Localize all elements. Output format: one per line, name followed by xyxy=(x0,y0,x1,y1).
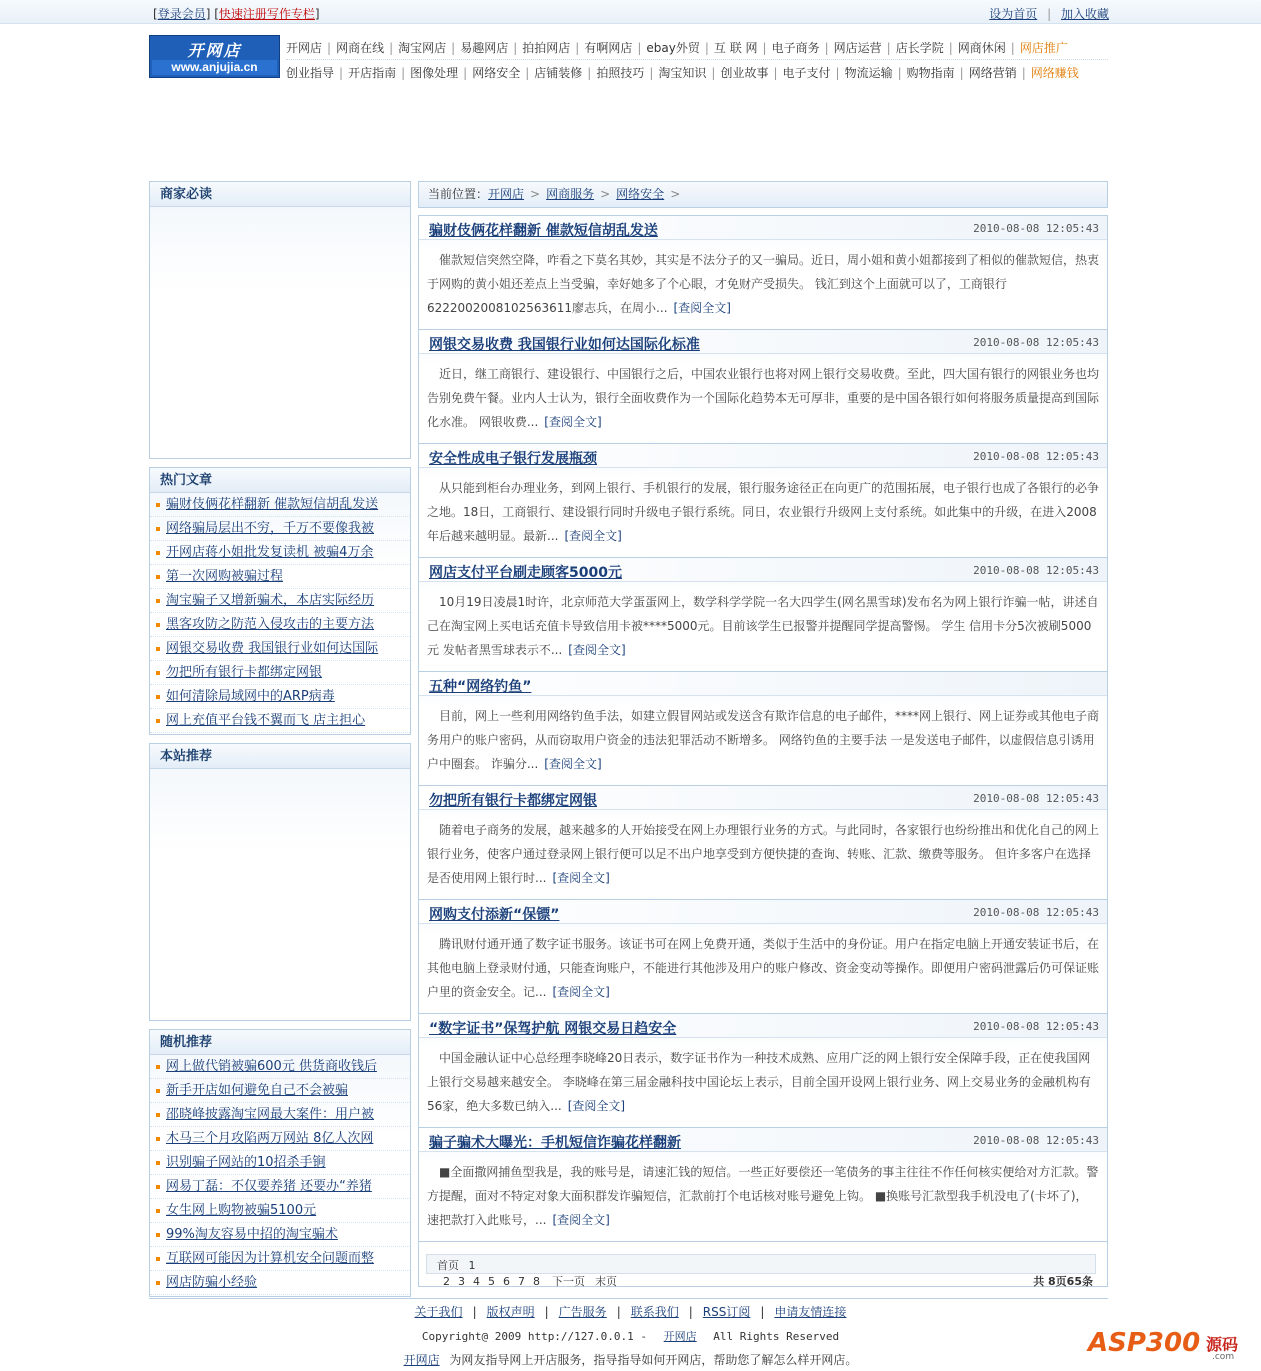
nav-link[interactable]: 物流运输 xyxy=(844,66,893,80)
article-item xyxy=(419,444,1107,558)
pagination xyxy=(426,1254,1096,1288)
hot-articles-panel xyxy=(149,467,411,735)
article-link[interactable]: 第一次网购被骗过程 xyxy=(166,569,284,584)
nav-link[interactable]: 网商在线 xyxy=(336,41,385,55)
article-header xyxy=(419,1014,1107,1038)
footer-separator: | xyxy=(760,1305,765,1319)
article-link[interactable]: 网上做代销被骗600元 供货商收钱后 xyxy=(166,1059,377,1074)
nav-item xyxy=(958,35,1006,56)
article-date: 2010-08-08 12:05:43 xyxy=(973,1134,1099,1147)
nav-separator: | xyxy=(649,66,654,80)
nav-item xyxy=(472,60,520,81)
page-number-link[interactable]: 4 xyxy=(473,1275,480,1288)
article-title[interactable]: 网店支付平台刷走顾客5000元 xyxy=(429,565,622,581)
nav-separator: | xyxy=(525,66,530,80)
article-item xyxy=(419,1014,1107,1128)
article-title[interactable]: 网银交易收费 我国银行业如何达国际化标准 xyxy=(429,337,700,353)
article-summary-text: 中国金融认证中心总经理李晓峰20日表示，数字证书作为一种技术成熟、应用广泛的网上银行安全保障手段，正在使我国网上银行交易越来越安全。 李晓峰在第三届金融科技中国论坛上表示，目前全国开设网上银行业务、网上交易业务的金融机构有56家，绝大多数已纳入... xyxy=(427,1051,1091,1113)
first-page-link[interactable]: 首页 xyxy=(437,1259,459,1272)
article-summary xyxy=(427,818,1099,890)
footer-link[interactable]: 广告服务 xyxy=(558,1305,607,1319)
article-title[interactable]: 五种“网络钓鱼” xyxy=(429,679,532,695)
nav-item xyxy=(534,60,582,81)
bullet-icon xyxy=(156,551,160,555)
nav-link[interactable]: 开店指南 xyxy=(348,66,397,80)
article-header xyxy=(419,444,1107,468)
nav-separator: | xyxy=(948,41,953,55)
article-list xyxy=(418,215,1108,1287)
article-summary xyxy=(427,1160,1099,1232)
logo-url: www.anjujia.cn xyxy=(152,60,277,75)
footer-links xyxy=(0,1303,1261,1320)
top-bar xyxy=(0,0,1261,24)
bullet-icon xyxy=(156,1185,160,1189)
bullet-icon xyxy=(156,1257,160,1261)
article-item xyxy=(419,558,1107,672)
nav-separator: | xyxy=(704,41,709,55)
article-link[interactable]: 女生网上购物被骗5100元 xyxy=(166,1203,317,1218)
list-item xyxy=(150,1055,410,1079)
article-summary xyxy=(427,248,1099,320)
chevron-right-icon: > xyxy=(530,187,541,201)
list-item xyxy=(150,1127,410,1151)
page-number-link[interactable]: 7 xyxy=(518,1275,525,1288)
article-link[interactable]: 淘宝骗子又增新骗术，本店实际经历 xyxy=(166,593,375,608)
nav-separator: | xyxy=(339,66,344,80)
article-link[interactable]: 网络骗局层出不穷，千万不要像我被 xyxy=(166,521,375,536)
random-title: 随机推荐 xyxy=(150,1030,410,1055)
nav-item xyxy=(596,60,644,81)
article-date: 2010-08-08 12:05:43 xyxy=(973,1020,1099,1033)
nav-separator: | xyxy=(824,41,829,55)
hot-articles-list xyxy=(150,493,410,733)
main-nav-row-1 xyxy=(286,35,1108,59)
bullet-icon xyxy=(156,1209,160,1213)
article-date: 2010-08-08 12:05:43 xyxy=(973,906,1099,919)
nav-link[interactable]: 网店运营 xyxy=(833,41,882,55)
page-number-link[interactable]: 8 xyxy=(533,1275,540,1288)
nav-item xyxy=(896,35,944,56)
nav-link[interactable]: ebay外贸 xyxy=(646,41,700,55)
nav-separator: | xyxy=(897,66,902,80)
article-link[interactable]: 如何清除局域网中的ARP病毒 xyxy=(166,689,335,704)
breadcrumb-item[interactable]: 网络安全 xyxy=(616,187,665,201)
breadcrumb-prefix: 当前位置： xyxy=(428,187,489,201)
page-number-link[interactable]: 6 xyxy=(503,1275,510,1288)
bullet-icon xyxy=(156,1113,160,1117)
nav-link[interactable]: 互 联 网 xyxy=(713,41,758,55)
breadcrumb-item[interactable]: 网商服务 xyxy=(546,187,595,201)
read-more-link[interactable]: [查阅全文] xyxy=(552,985,610,999)
list-item xyxy=(150,565,410,589)
footer-link[interactable]: 联系我们 xyxy=(630,1305,679,1319)
nav-separator: | xyxy=(327,41,332,55)
copyright-text: Copyright@ 2009 http://127.0.0.1 - xyxy=(421,1330,648,1343)
footer-divider xyxy=(149,1298,1108,1299)
list-item xyxy=(150,661,410,685)
nav-link[interactable]: 创业指导 xyxy=(286,66,335,80)
chevron-right-icon: > xyxy=(600,187,611,201)
list-item xyxy=(150,1103,410,1127)
article-header xyxy=(419,558,1107,582)
page-number-link[interactable]: 2 xyxy=(443,1275,450,1288)
list-item xyxy=(150,541,410,565)
nav-item xyxy=(336,35,384,56)
pager-first-row xyxy=(437,1257,476,1273)
account-links: [登录会员] [快速注册写作专栏] xyxy=(153,7,320,21)
current-page: 1 xyxy=(468,1259,476,1272)
article-link[interactable]: 网上充值平台钱不翼而飞 店主担心 xyxy=(166,713,366,728)
article-summary xyxy=(427,704,1099,776)
nav-link[interactable]: 拍照技巧 xyxy=(596,66,645,80)
nav-link[interactable]: 网店推广 xyxy=(1019,41,1068,55)
nav-link[interactable]: 开网店 xyxy=(286,41,323,55)
nav-separator: | xyxy=(835,66,840,80)
nav-link[interactable]: 店长学院 xyxy=(895,41,944,55)
footer-link[interactable]: 关于我们 xyxy=(414,1305,463,1319)
article-title[interactable]: 骗子骗术大曝光：手机短信诈骗花样翻新 xyxy=(429,1135,681,1151)
nav-item xyxy=(1031,60,1079,81)
article-summary xyxy=(427,476,1099,548)
rights-text: All Rights Reserved xyxy=(713,1330,840,1343)
pager-pages xyxy=(443,1273,617,1289)
random-articles-list xyxy=(150,1055,410,1295)
list-item xyxy=(150,709,410,733)
bullet-icon xyxy=(156,719,160,723)
nav-item xyxy=(834,35,882,56)
article-summary xyxy=(427,1046,1099,1118)
article-title[interactable]: 勿把所有银行卡都绑定网银 xyxy=(429,793,597,809)
list-item xyxy=(150,1247,410,1271)
nav-separator: | xyxy=(513,41,518,55)
nav-link[interactable]: 电子支付 xyxy=(782,66,831,80)
list-item xyxy=(150,1175,410,1199)
nav-link[interactable]: 电子商务 xyxy=(771,41,820,55)
nav-item xyxy=(286,35,322,56)
list-item xyxy=(150,493,410,517)
bullet-icon xyxy=(156,1089,160,1093)
nav-link[interactable]: 易趣网店 xyxy=(460,41,509,55)
nav-item xyxy=(348,60,396,81)
read-more-link[interactable]: [查阅全文] xyxy=(544,757,602,771)
register-link[interactable]: 快速注册写作专栏 xyxy=(218,7,315,21)
nav-link[interactable]: 有啊网店 xyxy=(584,41,633,55)
nav-separator: | xyxy=(711,66,716,80)
article-item xyxy=(419,786,1107,900)
description-text: 为网友指导网上开店服务，指导指导如何开网店，帮助您了解怎么样开网店。 xyxy=(449,1353,858,1367)
nav-item xyxy=(522,35,570,56)
nav-item xyxy=(1020,35,1068,56)
article-header xyxy=(419,672,1107,696)
bullet-icon xyxy=(156,1137,160,1141)
nav-item xyxy=(845,60,893,81)
bullet-icon xyxy=(156,647,160,651)
random-panel xyxy=(149,1029,411,1297)
read-more-link[interactable]: [查阅全文] xyxy=(568,643,626,657)
page-number-link[interactable]: 3 xyxy=(458,1275,465,1288)
article-summary-text: 近日，继工商银行、建设银行、中国银行之后，中国农业银行也将对网上银行交易收费。至此，四大国有银行的网银业务也均告别免费午餐。业内人士认为，银行全面收费作为一个国际化趋势本无可厚非，重要的是中国各银行如何将服务质量提高到国际化水准。 网银收费... xyxy=(427,367,1100,429)
nav-separator: | xyxy=(451,41,456,55)
nav-link[interactable]: 创业故事 xyxy=(720,66,769,80)
bullet-icon xyxy=(156,1281,160,1285)
must-read-title: 商家必读 xyxy=(150,182,410,207)
nav-item xyxy=(286,60,334,81)
nav-separator: | xyxy=(637,41,642,55)
nav-item xyxy=(398,35,446,56)
list-item xyxy=(150,1079,410,1103)
nav-link[interactable]: 网络安全 xyxy=(472,66,521,80)
nav-item xyxy=(584,35,632,56)
recommend-panel xyxy=(149,743,411,1021)
site-links: 设为首页 | 加入收藏 xyxy=(989,7,1109,21)
article-link[interactable]: 识别骗子网站的10招杀手锏 xyxy=(166,1155,326,1170)
nav-item xyxy=(646,35,699,56)
article-item xyxy=(419,330,1107,444)
nav-separator: | xyxy=(1010,41,1015,55)
article-title[interactable]: 网购支付添新“保镖” xyxy=(429,907,560,923)
article-header xyxy=(419,1128,1107,1152)
list-item xyxy=(150,1199,410,1223)
read-more-link[interactable]: [查阅全文] xyxy=(544,415,602,429)
article-item xyxy=(419,672,1107,786)
footer-link[interactable]: RSS订阅 xyxy=(702,1305,751,1319)
nav-item xyxy=(969,60,1017,81)
description-site-link[interactable]: 开网店 xyxy=(403,1353,440,1367)
page-number-link[interactable]: 5 xyxy=(488,1275,495,1288)
article-header xyxy=(419,216,1107,240)
nav-item xyxy=(907,60,955,81)
article-summary xyxy=(427,932,1099,1004)
list-item xyxy=(150,637,410,661)
article-summary-text: ■全面撒网捕鱼型我是，我的账号是，请速汇钱的短信。一些正好要偿还一笔债务的事主往往不作任何核实便给对方汇款。警方提醒，面对不特定对象大面积群发诈骗短信，汇款前打个电话核对账号避免上钩。 ■换账号汇款型我手机没电了(卡坏了)，速把款打入此账号，... xyxy=(427,1165,1099,1227)
nav-link[interactable]: 淘宝知识 xyxy=(658,66,707,80)
nav-separator: | xyxy=(401,66,406,80)
article-summary-text: 10月19日凌晨1时许，北京师范大学蛋蛋网上，数学科学学院一名大四学生(网名黑雪球)发布名为网上银行诈骗一帖，讲述自己在淘宝网上买电话充值卡导致信用卡被****5000元。目前该学生已报警并提醒同学提高警惕。 学生 信用卡分5次被刷5000元 发帖者黑雪球表示不... xyxy=(427,595,1099,657)
bullet-icon xyxy=(156,527,160,531)
nav-separator: | xyxy=(773,66,778,80)
list-item xyxy=(150,1223,410,1247)
article-summary xyxy=(427,362,1099,434)
set-homepage-link[interactable]: 设为首页 xyxy=(989,7,1038,21)
site-description xyxy=(0,1351,1261,1368)
nav-link[interactable]: 图像处理 xyxy=(410,66,459,80)
nav-separator: | xyxy=(1021,66,1026,80)
nav-item xyxy=(772,35,820,56)
nav-separator: | xyxy=(587,66,592,80)
article-summary-text: 随着电子商务的发展，越来越多的人开始接受在网上办理银行业务的方式。与此同时，各家银行也纷纷推出和优化自己的网上银行业务，使客户通过登录网上银行便可以足不出户地享受到方便快捷的查询、转账、汇款、缴费等服务。 但许多客户在选择是否使用网上银行时... xyxy=(427,823,1100,885)
article-summary-text: 从只能到柜台办理业务，到网上银行、手机银行的发展，银行服务途径正在向更广的范围拓展，电子银行也成了各银行的必争之地。18日，工商银行、建设银行同时升级电子银行系统。同日，农业银行升级网上支付系统。如此集中的升级，在进入2008年后越来越明显。最新... xyxy=(427,481,1100,543)
pager-total: 共 8页65条 xyxy=(1033,1275,1093,1288)
chevron-right-icon: > xyxy=(670,187,681,201)
footer-link[interactable]: 版权声明 xyxy=(486,1305,535,1319)
nav-link[interactable]: 网络营销 xyxy=(968,66,1017,80)
article-item xyxy=(419,216,1107,330)
hot-articles-title: 热门文章 xyxy=(150,468,410,493)
footer-separator: | xyxy=(544,1305,549,1319)
bullet-icon xyxy=(156,623,160,627)
list-item xyxy=(150,613,410,637)
bullet-icon xyxy=(156,1233,160,1237)
read-more-link[interactable]: [查阅全文] xyxy=(552,1213,610,1227)
breadcrumb-item[interactable]: 开网店 xyxy=(488,187,525,201)
nav-item xyxy=(720,60,768,81)
nav-item xyxy=(460,35,508,56)
nav-separator: | xyxy=(463,66,468,80)
article-link[interactable]: 勿把所有银行卡都绑定网银 xyxy=(166,665,323,680)
article-link[interactable]: 互联网可能因为计算机安全问题而整 xyxy=(166,1251,375,1266)
article-link[interactable]: 木马三个月攻陷两万网站 8亿人次网 xyxy=(166,1131,374,1146)
login-link[interactable]: 登录会员 xyxy=(157,7,206,21)
article-link[interactable]: 网银交易收费 我国银行业如何达国际 xyxy=(166,641,379,656)
nav-link[interactable]: 网商休闲 xyxy=(957,41,1006,55)
nav-link[interactable]: 拍拍网店 xyxy=(522,41,571,55)
bullet-icon xyxy=(156,1065,160,1069)
article-title[interactable]: 骗财伎俩花样翻新 催款短信胡乱发送 xyxy=(429,223,658,239)
nav-item xyxy=(658,60,706,81)
list-item xyxy=(150,685,410,709)
list-item xyxy=(150,1151,410,1175)
article-date: 2010-08-08 12:05:43 xyxy=(973,564,1099,577)
nav-separator: | xyxy=(959,66,964,80)
article-item xyxy=(419,900,1107,1014)
watermark-code: 源码 xyxy=(1206,1335,1239,1354)
watermark-domain: .com xyxy=(1212,1352,1235,1362)
list-item xyxy=(150,589,410,613)
bullet-icon xyxy=(156,575,160,579)
nav-separator: | xyxy=(762,41,767,55)
article-summary-text: 腾讯财付通开通了数字证书服务。该证书可在网上免费开通，类似于生活中的身份证。用户在指定电脑上开通安装证书后，在其他电脑上登录财付通，只能查询账户，不能进行其他涉及用户的账户修改、资金变动等操作。即便用户密码泄露后仍可保证账户里的资金安全。记... xyxy=(427,937,1100,999)
footer-separator: | xyxy=(472,1305,477,1319)
add-favorite-link[interactable]: 加入收藏 xyxy=(1060,7,1109,21)
nav-item xyxy=(714,35,758,56)
bullet-icon xyxy=(156,671,160,675)
bullet-icon xyxy=(156,599,160,603)
article-link[interactable]: 开网店蒋小姐批发复读机 被骗4万余 xyxy=(166,545,374,560)
nav-link[interactable]: 淘宝网店 xyxy=(398,41,447,55)
footer-separator: | xyxy=(616,1305,621,1319)
must-read-panel xyxy=(149,181,411,459)
recommend-title: 本站推荐 xyxy=(150,744,410,769)
nav-separator: | xyxy=(389,41,394,55)
breadcrumb xyxy=(418,181,1108,208)
article-link[interactable]: 99%淘友容易中招的淘宝骗术 xyxy=(166,1227,338,1242)
article-link[interactable]: 骗财伎俩花样翻新 催款短信胡乱发送 xyxy=(166,497,379,512)
logo-text: 开网店 xyxy=(187,41,242,60)
watermark-logo xyxy=(1088,1318,1256,1368)
article-header xyxy=(419,330,1107,354)
footer-separator: | xyxy=(688,1305,693,1319)
last-page-link[interactable]: 末页 xyxy=(595,1275,617,1288)
article-header xyxy=(419,786,1107,810)
article-header xyxy=(419,900,1107,924)
list-item xyxy=(150,1271,410,1295)
article-item xyxy=(419,1128,1107,1242)
article-link[interactable]: 邵晓峰披露淘宝网最大案件：用户被 xyxy=(166,1107,375,1122)
list-item xyxy=(150,517,410,541)
read-more-link[interactable]: [查阅全文] xyxy=(673,301,731,315)
nav-item xyxy=(783,60,831,81)
article-link[interactable]: 网店防骗小经验 xyxy=(166,1275,258,1290)
nav-item xyxy=(410,60,458,81)
read-more-link[interactable]: [查阅全文] xyxy=(552,871,610,885)
article-summary-text: 催款短信突然空降，咋看之下莫名其妙，其实是不法分子的又一骗局。近日，周小姐和黄小姐都接到了相似的催款短信，热衷于网购的黄小姐还差点上当受骗，幸好她多了个心眼，才免财产受损失。 钱汇到这个上面就可以了，工商银行6222002008102563611廖志兵，在周小... xyxy=(427,253,1100,315)
main-nav-row-2 xyxy=(286,59,1108,83)
next-page-link[interactable]: 下一页 xyxy=(552,1275,585,1288)
nav-link[interactable]: 购物指南 xyxy=(906,66,955,80)
watermark-brand: ASP300 xyxy=(1088,1328,1201,1358)
nav-separator: | xyxy=(886,41,891,55)
article-date: 2010-08-08 12:05:43 xyxy=(973,450,1099,463)
article-link[interactable]: 网易丁磊：不仅要养猪 还要办“养猪 xyxy=(166,1179,372,1194)
nav-link[interactable]: 网络赚钱 xyxy=(1030,66,1079,80)
nav-separator: | xyxy=(575,41,580,55)
article-date: 2010-08-08 12:05:43 xyxy=(973,336,1099,349)
bullet-icon xyxy=(156,503,160,507)
site-logo[interactable] xyxy=(149,35,280,78)
nav-link[interactable]: 店铺装修 xyxy=(534,66,583,80)
bullet-icon xyxy=(156,1161,160,1165)
read-more-link[interactable]: [查阅全文] xyxy=(567,1099,626,1113)
article-link[interactable]: 黑客攻防之防范入侵攻击的主要方法 xyxy=(166,617,375,632)
footer-link[interactable]: 申请友情连接 xyxy=(774,1305,847,1319)
copyright-site-link[interactable]: 开网店 xyxy=(663,1330,697,1343)
article-date: 2010-08-08 12:05:43 xyxy=(973,792,1099,805)
article-link[interactable]: 新手开店如何避免自己不会被骗 xyxy=(166,1083,349,1098)
copyright xyxy=(0,1328,1261,1344)
article-title[interactable]: “数字证书”保驾护航 网银交易日趋安全 xyxy=(429,1021,677,1037)
article-date: 2010-08-08 12:05:43 xyxy=(973,222,1099,235)
article-title[interactable]: 安全性成电子银行发展瓶颈 xyxy=(429,451,597,467)
article-summary-text: 目前，网上一些利用网络钓鱼手法，如建立假冒网站或发送含有欺诈信息的电子邮件，****网上银行、网上证券或其他电子商务用户的账户密码，从而窃取用户资金的违法犯罪活动不断增多。 网络钓鱼的主要手法 一是发送电子邮件，以虚假信息引诱用户中圈套。 诈骗分... xyxy=(427,709,1100,771)
article-summary xyxy=(427,590,1099,662)
read-more-link[interactable]: [查阅全文] xyxy=(564,529,622,543)
bullet-icon xyxy=(156,695,160,699)
